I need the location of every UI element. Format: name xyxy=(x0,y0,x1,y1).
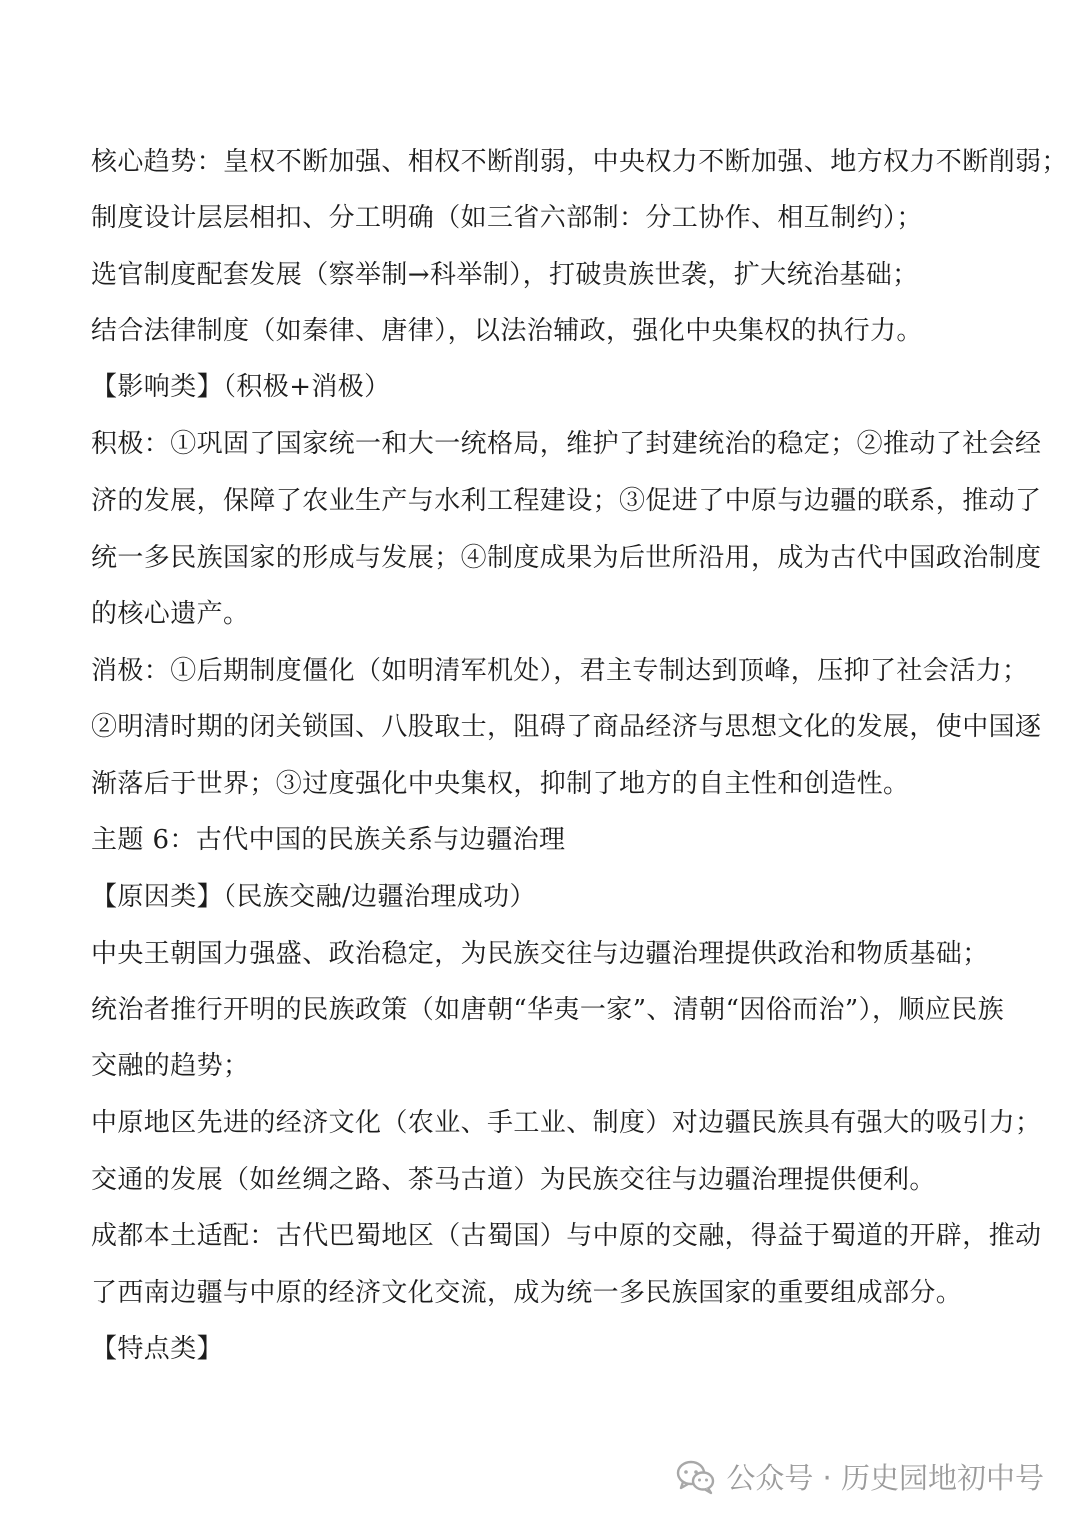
topic-heading: 主题 6：古代中国的民族关系与边疆治理 xyxy=(91,825,566,855)
section-heading-feature: 【特点类】 xyxy=(91,1334,224,1364)
text-line-17: 交融的趋势； xyxy=(91,1051,250,1081)
text-line-3: 选官制度配套发展（察举制→科举制），打破贵族世袭，扩大统治基础； xyxy=(91,260,919,290)
text-line-20: 成都本土适配：古代巴蜀地区（古蜀国）与中原的交融，得益于蜀道的开辟，推动 xyxy=(91,1221,1042,1251)
section-heading-impact: 【影响类】（积极+消极） xyxy=(91,372,391,402)
text-line-11: ②明清时期的闭关锁国、八股取士，阻碍了商品经济与思想文化的发展，使中国逐 xyxy=(91,712,1042,742)
text-line-18: 中原地区先进的经济文化（农业、手工业、制度）对边疆民族具有强大的吸引力； xyxy=(91,1108,1042,1138)
text-line-19: 交通的发展（如丝绸之路、茶马古道）为民族交往与边疆治理提供便利。 xyxy=(91,1165,936,1195)
text-line-15: 中央王朝国力强盛、政治稳定，为民族交往与边疆治理提供政治和物质基础； xyxy=(91,939,989,969)
text-line-10: 消极：①后期制度僵化（如明清军机处），君主专制达到顶峰，压抑了社会活力； xyxy=(91,656,1029,686)
text-line-21: 了西南边疆与中原的经济文化交流，成为统一多民族国家的重要组成部分。 xyxy=(91,1278,963,1308)
text-line-8: 统一多民族国家的形成与发展；④制度成果为后世所沿用，成为古代中国政治制度 xyxy=(91,543,1042,573)
section-heading-reason: 【原因类】（民族交融/边疆治理成功） xyxy=(91,882,536,912)
text-line-16: 统治者推行开明的民族政策（如唐朝“华夷一家”、清朝“因俗而治”），顺应民族 xyxy=(91,995,1004,1025)
watermark-text: 公众号 · 历史园地初中号 xyxy=(726,1461,1044,1495)
wechat-icon xyxy=(676,1459,716,1495)
text-line-6: 积极：①巩固了国家统一和大一统格局，维护了封建统治的稳定；②推动了社会经 xyxy=(91,429,1042,459)
text-line-1: 核心趋势：皇权不断加强、相权不断削弱，中央权力不断加强、地方权力不断削弱； xyxy=(91,147,1068,177)
text-line-7: 济的发展，保障了农业生产与水利工程建设；③促进了中原与边疆的联系，推动了 xyxy=(91,486,1042,516)
text-line-9: 的核心遗产。 xyxy=(91,599,250,629)
watermark xyxy=(676,1456,1044,1497)
text-line-12: 渐落后于世界；③过度强化中央集权，抑制了地方的自主性和创造性。 xyxy=(91,769,910,799)
text-line-4: 结合法律制度（如秦律、唐律），以法治辅政，强化中央集权的执行力。 xyxy=(91,316,923,346)
text-line-2: 制度设计层层相扣、分工明确（如三省六部制：分工协作、相互制约）； xyxy=(91,203,923,233)
